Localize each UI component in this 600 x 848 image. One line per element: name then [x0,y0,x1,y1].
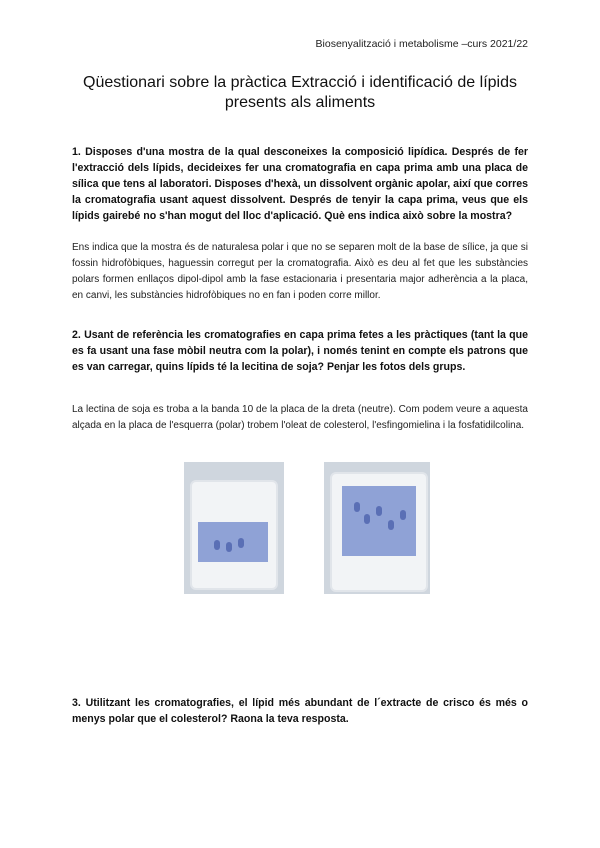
document-title: Qüestionari sobre la pràctica Extracció i identificació de lípids presents als aliments [83,74,517,111]
question-1: 1. Disposes d'una mostra de la qual desconeixes la composició lipídica. Després de fer l'extracció dels lípids, decideixes fer una cromatografia en capa prima amb una placa de sílica que tens al laboratori. Disposes d'hexà, un dissolvent orgànic apolar, així que corres la cromatografia usant aquest dissolvent. Després de tenyir la capa prima, veus que els lípids gairebé no s'han mogut del lloc d'aplicació. Què ens indica això sobre la mostra? [72,146,528,222]
lipid-spot [238,538,244,548]
lipid-spot [226,542,232,552]
lipid-spot [376,506,382,516]
tlc-photo-polar [184,462,284,594]
question-3: 3. Utilitzant les cromatografies, el lípid més abundant de l´extracte de crisco és més o menys polar que el colesterol? Raona la teva resposta. [72,697,528,725]
tlc-plate [198,522,268,562]
tlc-plate [342,486,416,556]
lipid-spot [354,502,360,512]
tlc-photo-neutral [324,462,430,594]
lipid-spot [400,510,406,520]
lipid-spot [214,540,220,550]
lipid-spot [388,520,394,530]
answer-2: La lectina de soja es troba a la banda 10 de la placa de la dreta (neutre). Com podem veure a aquesta alçada en la placa de l'esquerra (polar) trobem l'oleat de colesterol, l'esfingomielina i la fosfatidilcolina. [72,404,528,431]
answer-1: Ens indica que la mostra és de naturalesa polar i que no se separen molt de la base de sílice, ja que si fossin hidrofòbiques, haguessin corregut per la cromatografia. Això es deu al fet que les substàncies polars formen enllaços dipol-dipol amb la fase estacionaria i presentaria major adherència a la placa, en canvi, les substàncies hidrofòbiques no en fan i poden corre millor. [72,242,528,301]
lipid-spot [364,514,370,524]
question-2: 2. Usant de referència les cromatografies en capa prima fetes a les pràctiques (tant la que es fa usant una fase mòbil neutra com la polar), i només tenint en compte els patrons que es van carregar, quins lípids té la lecitina de soja? Penjar les fotos dels grups. [72,329,528,373]
document-header: Biosenyalització i metabolisme –curs 2021/22 [315,38,528,50]
